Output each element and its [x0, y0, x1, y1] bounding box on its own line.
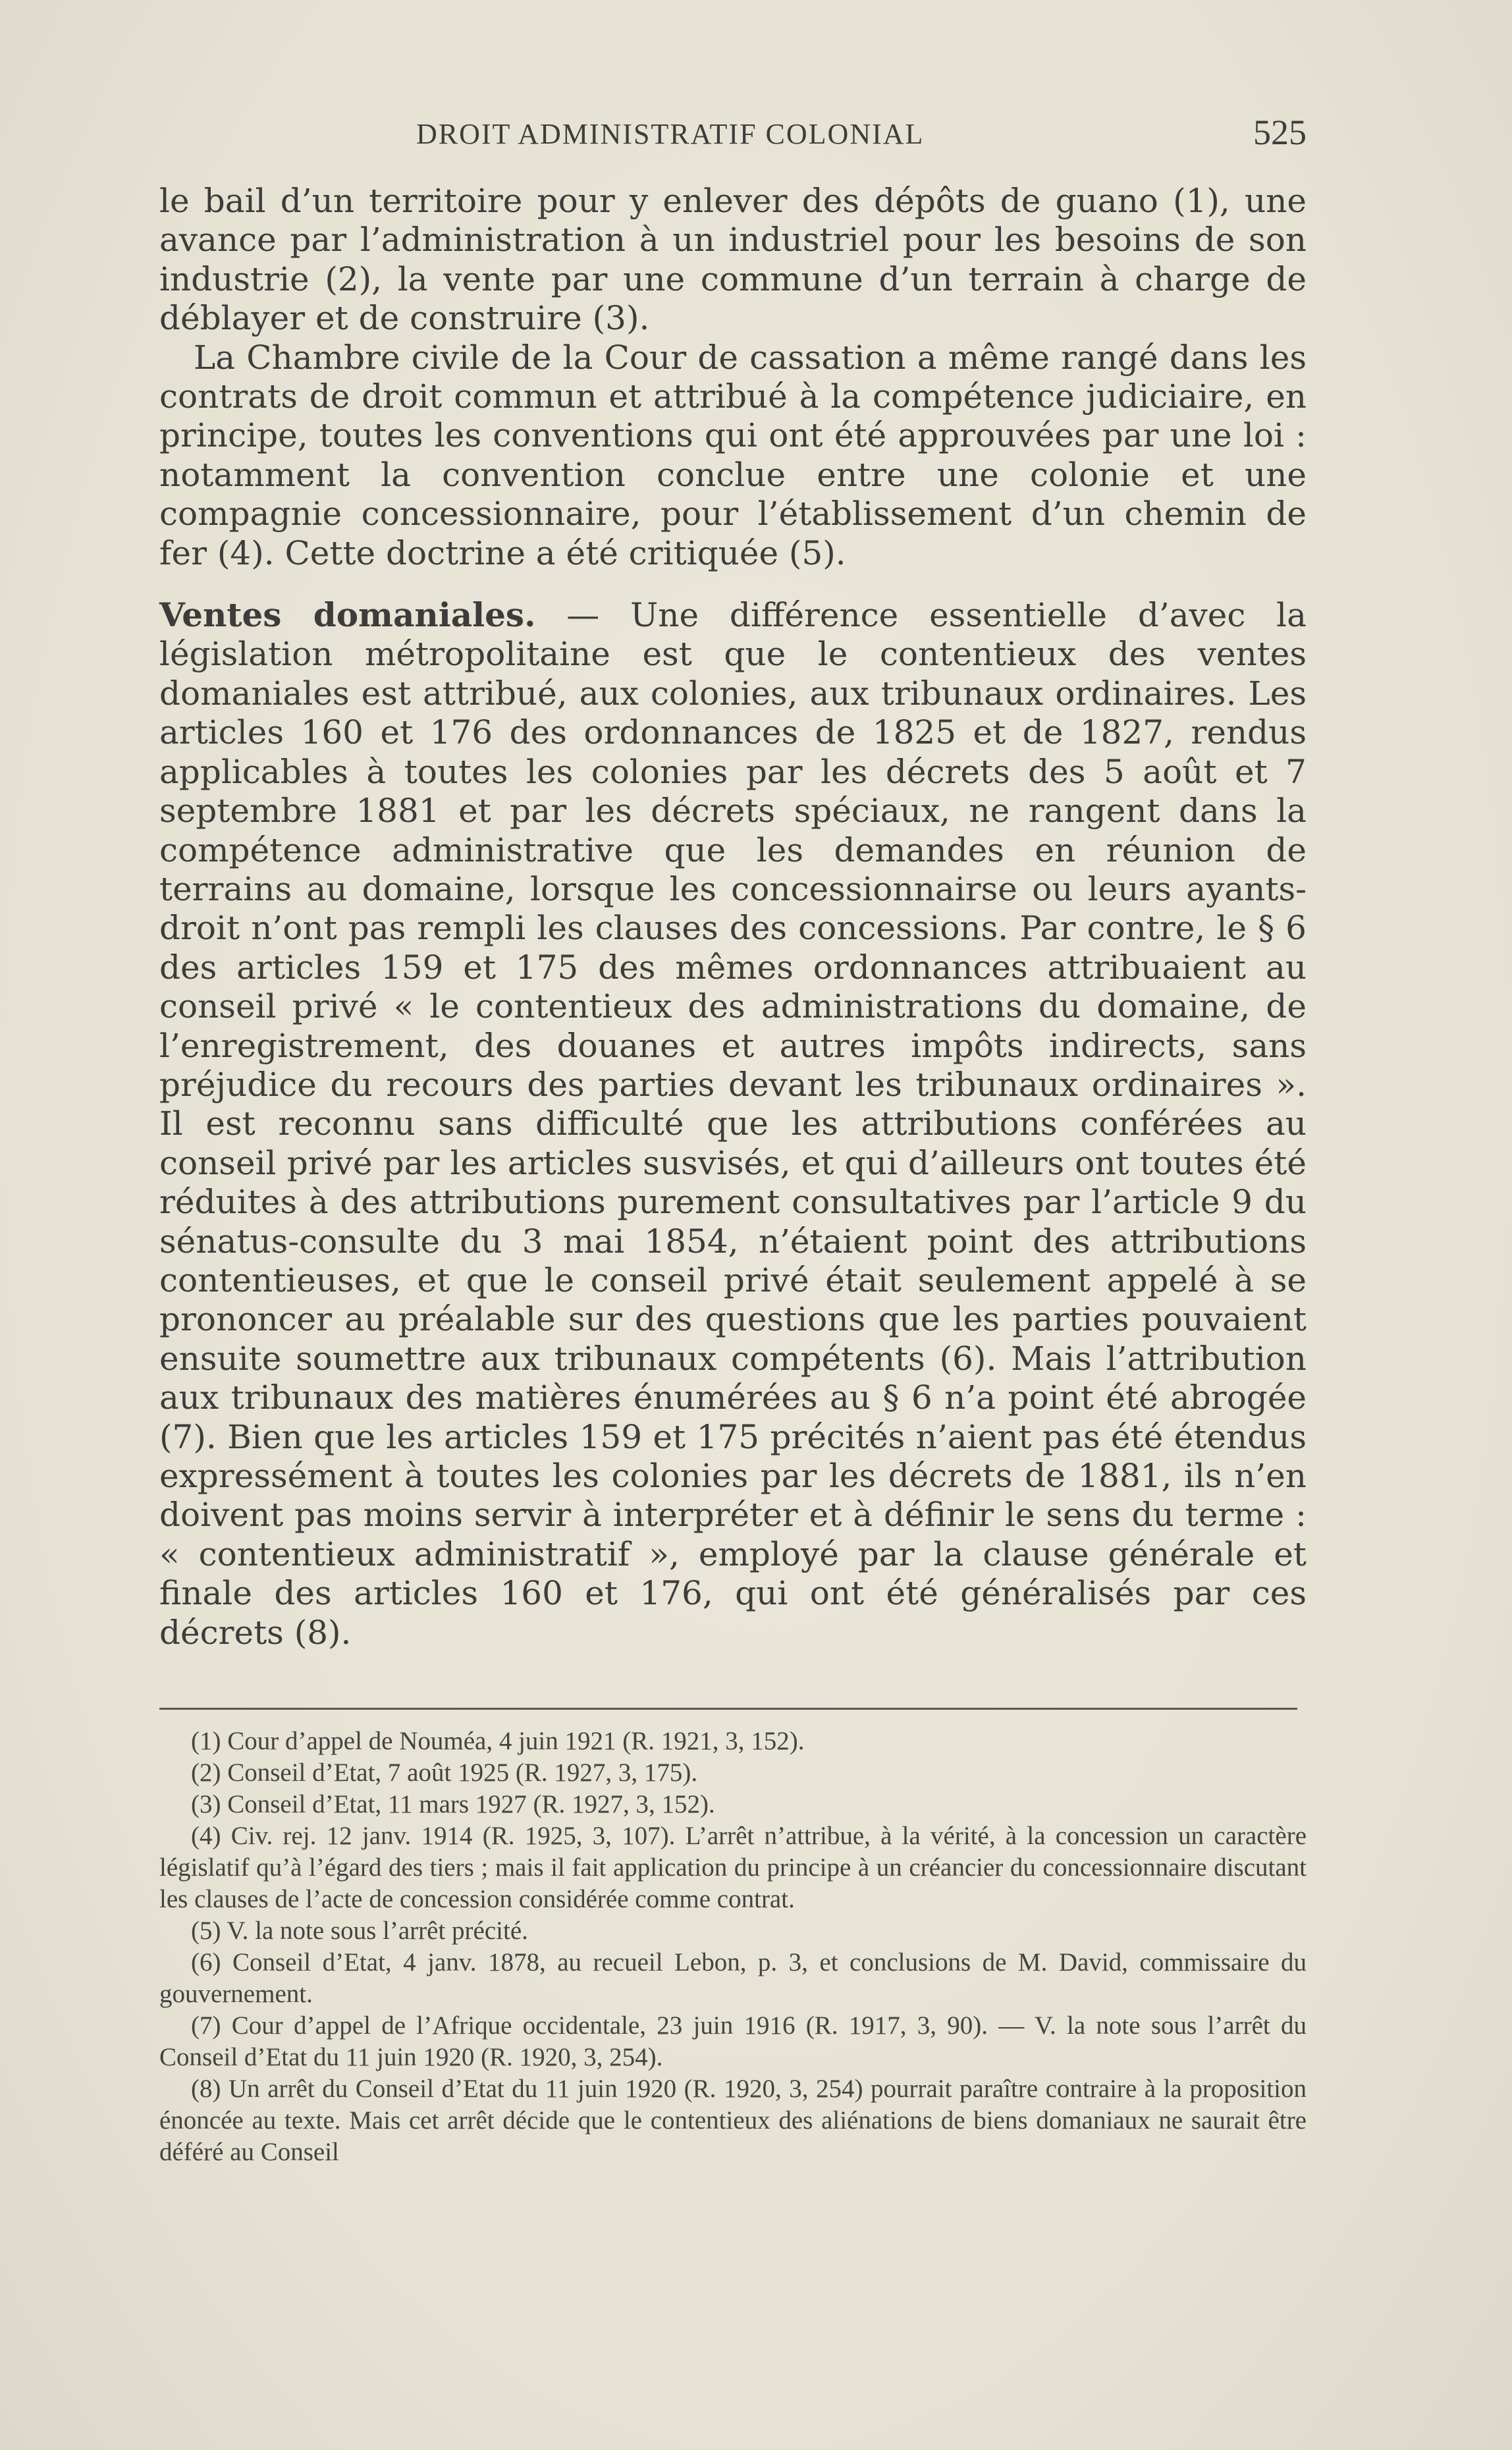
section-body: — Une différence essentielle d’avec la législation métropolitaine est que le contentieux des ventes domaniales est attribué, aux colonies, aux tribunaux ordinaires. Les articles 160 et 176 des ordonnances de 1825 et de 1827, rendus applicables à toutes les colonies par les décrets des 5 août et 7 septembre 1881 et par les décrets spéciaux, ne rangent dans la compétence administrative que les demandes en réunion de terrains au domaine, lorsque les concessionnairse ou leurs ayants-droit n’ont pas rempli les clauses des concessions. Par contre, le § 6 des articles 159 et 175 des mêmes ordonnances attribuaient au conseil privé « le contentieux des administrations du domaine, de l’enregistrement, des douanes et autres impôts indirects, sans préjudice du recours des parties devant les tribunaux ordinaires ». Il est reconnu sans difficulté que les attributions conférées au conseil privé par les articles susvisés, et qui d’ailleurs ont toutes été réduites à des attributions purement consultatives par l’article 9 du sénatus-consulte du 3 mai 1854, n’étaient point des attributions contentieuses, et que le conseil privé était seulement appelé à se prononcer au préalable sur des questions que les parties pouvaient ensuite soumettre aux tribunaux compétents (6). Mais l’attribution aux tribunaux des matières énumérées au § 6 n’a point été abrogée (7). Bien que les articles 159 et 175 précités n’aient pas été étendus expressément à toutes les colonies par les décrets de 1881, ils n’en doivent pas moins servir à interpréter et à définir le sens du terme : « contentieux administratif », employé par la clause générale et finale des articles 160 et 176, qui ont été généralisés par ces décrets (8). [159, 596, 1307, 1652]
footnote-6: (6) Conseil d’Etat, 4 janv. 1878, au recueil Lebon, p. 3, et conclusions de M. David, commissaire du gouvernement. [159, 1948, 1307, 2008]
footnote-1: (1) Cour d’appel de Nouméa, 4 juin 1921 (R. 1921, 3, 152). [191, 1727, 805, 1755]
page-header [159, 112, 1307, 158]
main-text [159, 182, 1307, 1652]
footnote-4: (4) Civ. rej. 12 janv. 1914 (R. 1925, 3, 107). L’arrêt n’attribue, à la vérité, à la concession un caractère législatif qu’à l’égard des tiers ; mais il fait application du principe à un créancier du concessionnaire discutant les clauses de l’acte de concession considérée comme contrat. [159, 1822, 1307, 1913]
running-title: DROIT ADMINISTRATIF COLONIAL [416, 118, 925, 150]
footnote-divider [159, 1708, 1297, 1710]
footnote-5: (5) V. la note sous l’arrêt précité. [191, 1917, 528, 1945]
footnote-8: (8) Un arrêt du Conseil d’Etat du 11 juin 1920 (R. 1920, 3, 254) pourrait paraître contraire à la proposition énoncée au texte. Mais cet arrêt décide que le contentieux des aliénations de biens domaniaux ne saurait être déféré au Conseil [159, 2075, 1307, 2166]
paragraph-continued: le bail d’un territoire pour y enlever des dépôts de guano (1), une avance par l’administration à un industriel pour les besoins de son industrie (2), la vente par une commune d’un terrain à charge de déblayer et de construire (3). [159, 182, 1307, 338]
page-number: 525 [1253, 113, 1307, 152]
paragraph-cour-de-cassation: La Chambre civile de la Cour de cassation a même rangé dans les contrats de droit commun et attribué à la compétence judiciaire, en principe, toutes les conventions qui ont été approuvées par une loi : notamment la convention conclue entre une colonie et une compagnie concessionnaire, pour l’établissement d’un chemin de fer (4). Cette doctrine a été critiquée (5). [159, 338, 1307, 572]
paragraph-ventes-domaniales [159, 595, 1307, 1652]
footnote-3: (3) Conseil d’Etat, 11 mars 1927 (R. 1927, 3, 152). [191, 1790, 715, 1818]
footnote-2: (2) Conseil d’Etat, 7 août 1925 (R. 1927, 3, 175). [191, 1758, 698, 1787]
footnote-7: (7) Cour d’appel de l’Afrique occidentale, 23 juin 1916 (R. 1917, 3, 90). — V. la note sous l’arrêt du Conseil d’Etat du 11 juin 1920 (R. 1920, 3, 254). [159, 2011, 1307, 2071]
section-heading: Ventes domaniales. [159, 595, 536, 635]
footnotes [159, 1726, 1307, 2168]
